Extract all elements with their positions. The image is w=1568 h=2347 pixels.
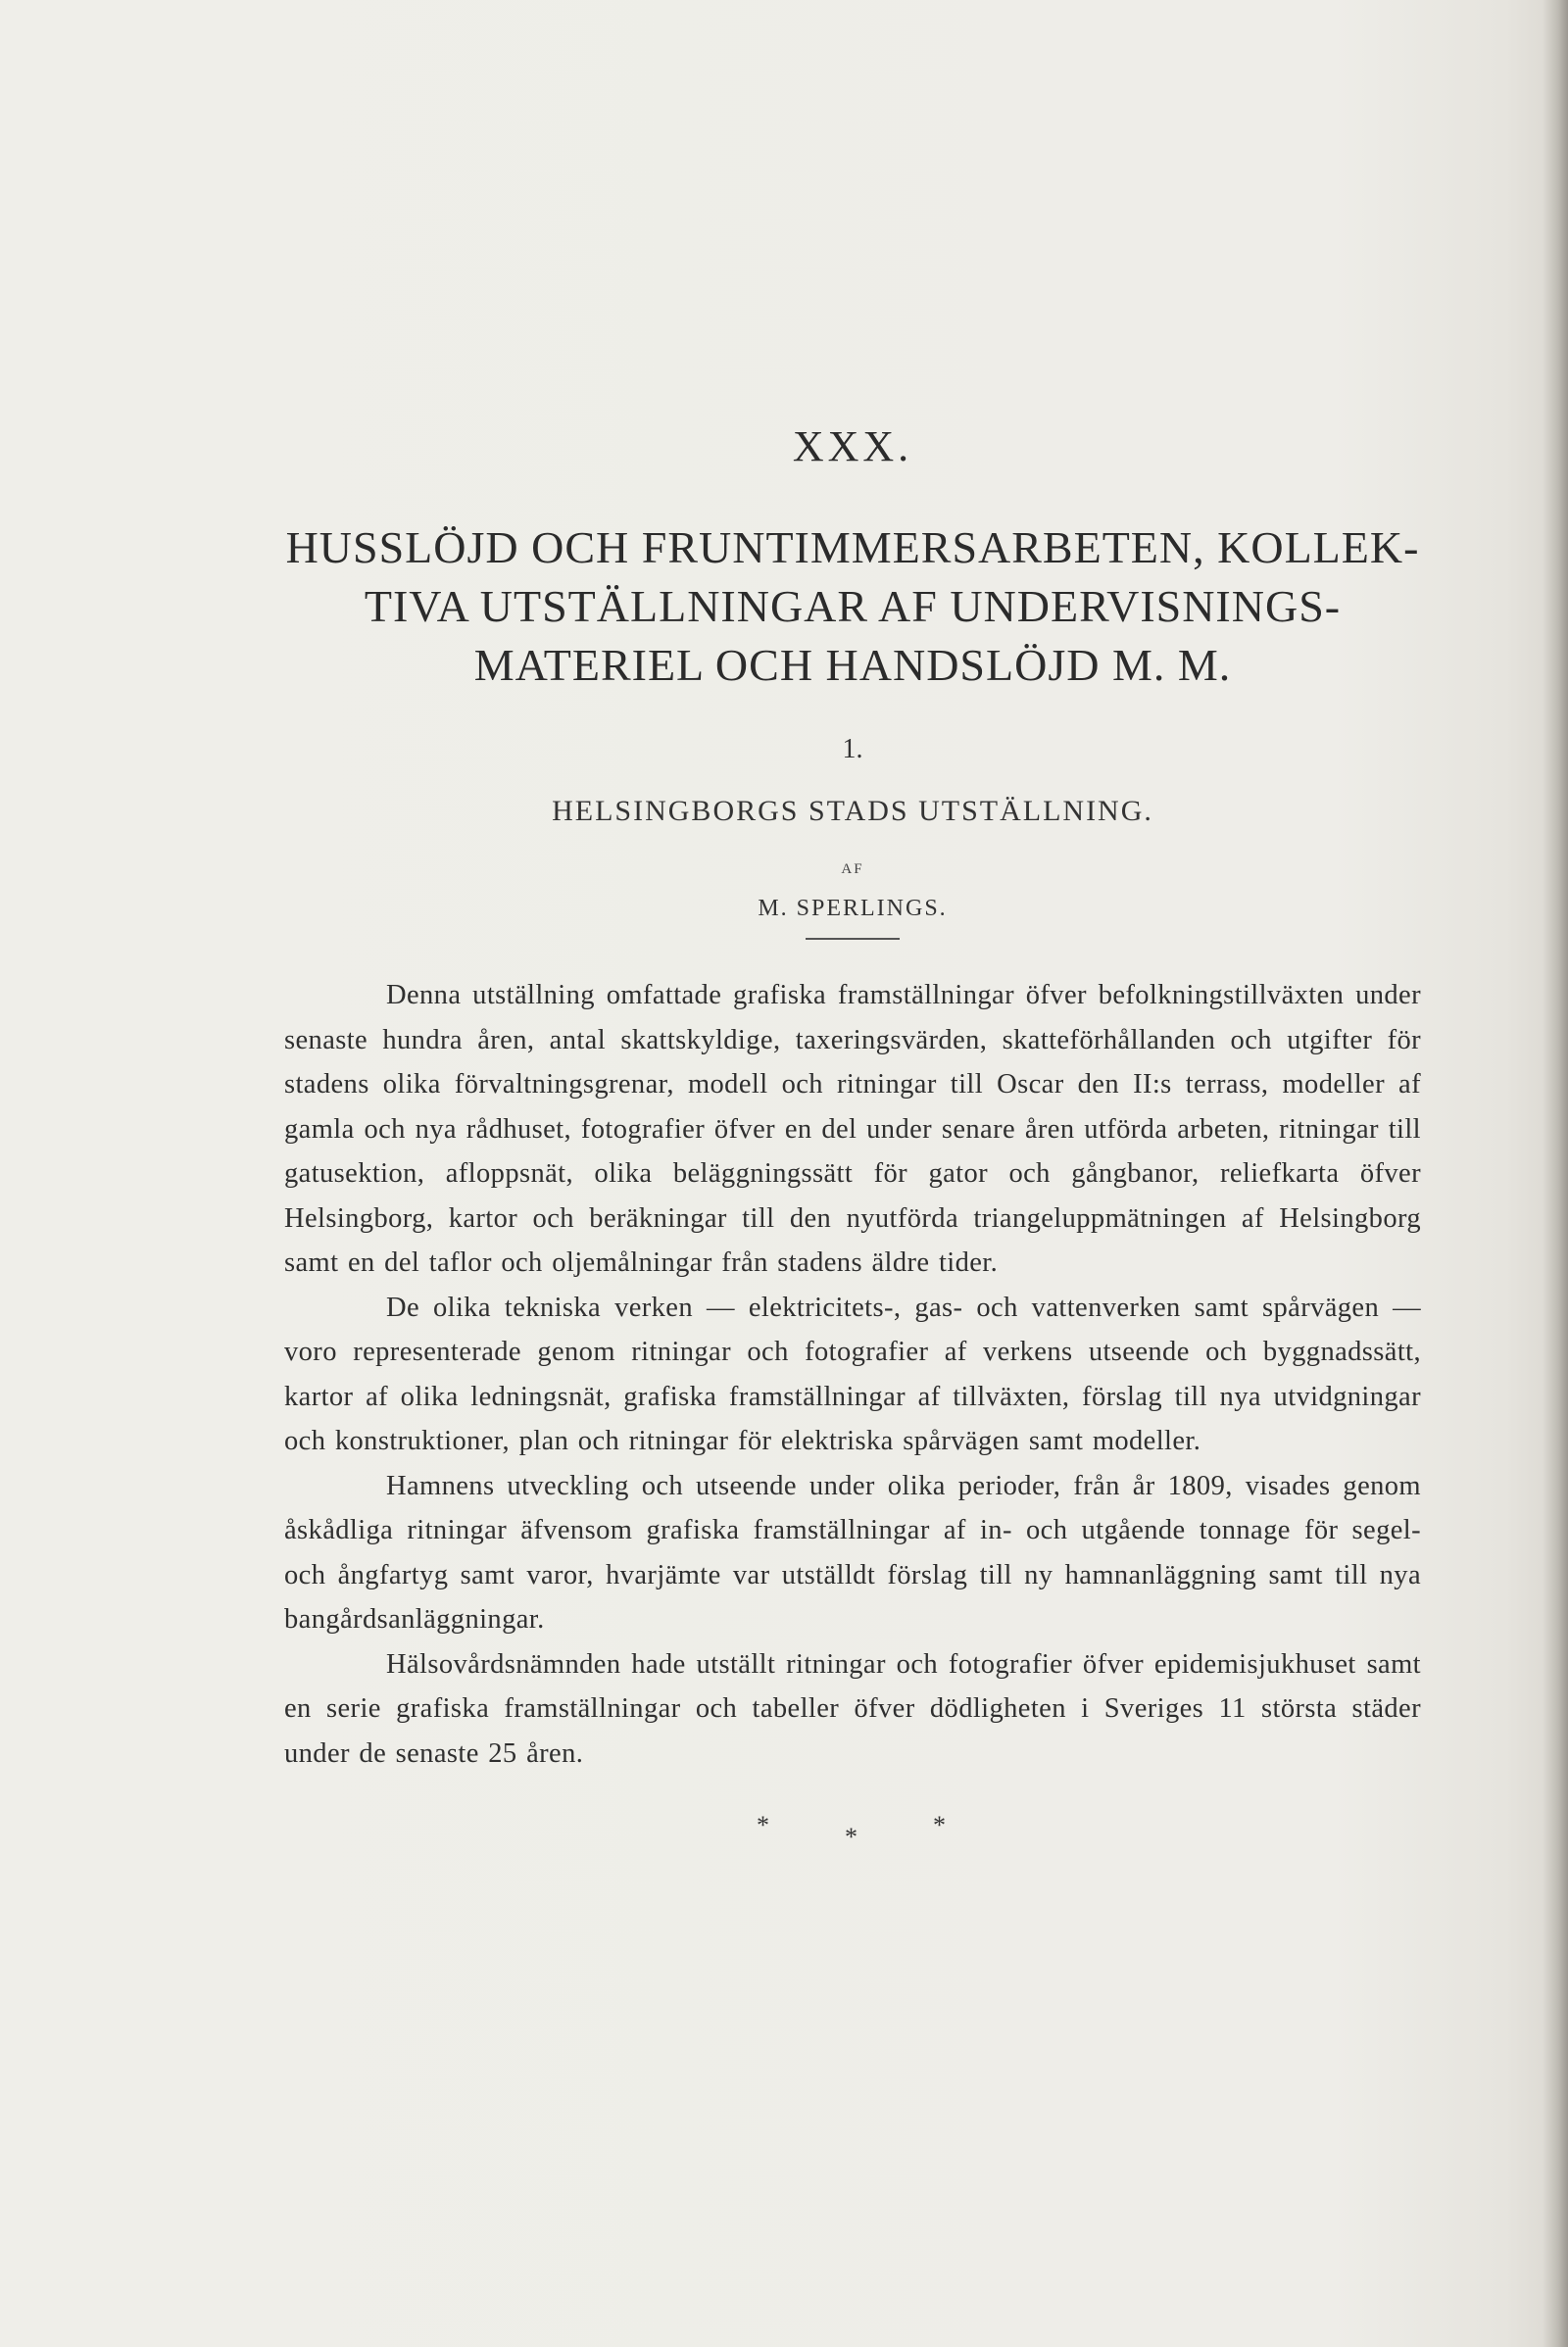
chapter-title-line: MATERIEL OCH HANDSLÖJD M. M. — [473, 640, 1232, 690]
asterisk-right: * — [933, 1811, 946, 1839]
page-content — [284, 421, 1421, 1870]
byline-prefix: AF — [841, 861, 864, 877]
chapter-title — [284, 518, 1421, 695]
asterism — [284, 1811, 1421, 1870]
binding-shadow — [1543, 0, 1568, 2347]
body-text — [284, 973, 1421, 1776]
paragraph: Hamnens utveckling och utseende under olika perioder, från år 1809, visades genom åskådliga ritningar äfvensom grafiska framställningar af in- och utgående tonnage för segel- och ångfartyg samt varor, hvarjämte var utställdt förslag till ny hamnanläggning samt till nya bangårdsanläggningar. — [284, 1470, 1421, 1635]
section-number: 1. — [842, 734, 863, 764]
section-title: HELSINGBORGS STADS UTSTÄLLNING. — [552, 795, 1153, 827]
asterisk-center: * — [845, 1823, 858, 1851]
byline-author: M. SPERLINGS. — [758, 896, 948, 921]
chapter-title-line: HUSSLÖJD OCH FRUNTIMMERSARBETEN, KOLLEK- — [285, 522, 1420, 572]
chapter-number: XXX. — [792, 422, 913, 470]
asterisk-left: * — [757, 1811, 769, 1839]
paragraph: De olika tekniska verken — elektricitets-, gas- och vattenverken samt spårvägen — voro representerade genom ritningar och fotografier af verkens utseende och byggnadssätt, kartor af olika ledningsnät, grafiska framställningar af tillväxten, förslag till nya utvidgningar och konstruktioner, plan och ritningar för elektriska spårvägen samt modeller. — [284, 1292, 1421, 1456]
chapter-title-line: TIVA UTSTÄLLNINGAR AF UNDERVISNINGS- — [364, 581, 1342, 631]
paragraph: Hälsovårdsnämnden hade utställt ritningar och fotografier öfver epidemisjukhuset samt en serie grafiska framställningar och tabeller öfver dödligheten i Sveriges 11 största städer under de senaste 25 åren. — [284, 1648, 1421, 1769]
paragraph: Denna utställning omfattade grafiska framställningar öfver befolkningstillväxten under senaste hundra åren, antal skattskyldige, taxeringsvärden, skatteförhållanden och utgifter för stadens olika förvaltningsgrenar, modell och ritningar till Oscar den II:s terrass, modeller af gamla och nya rådhuset, fotografier öfver en del under senare åren utförda arbeten, ritningar till gatusektion, afloppsnät, olika beläggningssätt för gator och gångbanor, reliefkarta öfver Helsingborg, kartor och beräkningar till den nyutförda triangeluppmätningen af Helsingborg samt en del taflor och oljemålningar från stadens äldre tider. — [284, 980, 1421, 1278]
separator-rule — [806, 938, 900, 940]
